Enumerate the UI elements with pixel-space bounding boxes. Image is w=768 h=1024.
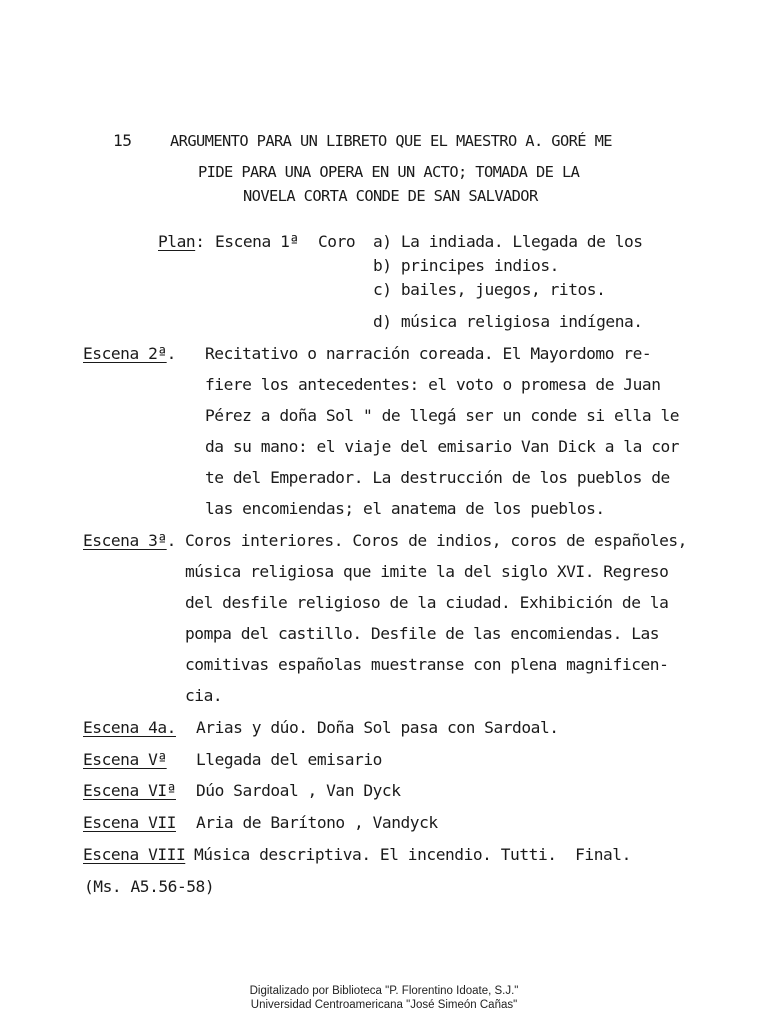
title-line-3: NOVELA CORTA CONDE DE SAN SALVADOR xyxy=(243,187,538,205)
plan-item: a) La indiada. Llegada de los xyxy=(373,232,643,251)
scene-label-punct: . xyxy=(166,531,176,550)
scene-label: Escena 4a. xyxy=(83,718,176,737)
manuscript-reference: (Ms. A5.56-58) xyxy=(84,877,215,896)
scene-text-line: Arias y dúo. Doña Sol pasa con Sardoal. xyxy=(196,718,559,737)
scene-text-line: comitivas españolas muestranse con plena magnificen- xyxy=(185,655,669,674)
scene-text-line: Llegada del emisario xyxy=(196,750,382,769)
scene-text-line: pompa del castillo. Desfile de las encomiendas. Las xyxy=(185,624,660,643)
scene-text-line: música religiosa que imite la del siglo XVI. Regreso xyxy=(185,562,669,581)
plan-coro: Coro xyxy=(318,232,356,251)
plan-item: b) principes indios. xyxy=(373,256,559,275)
scene-text-line: Música descriptiva. El incendio. Tutti. Final. xyxy=(194,845,631,864)
plan-colon: : xyxy=(195,232,205,251)
scene-text-line: las encomiendas; el anatema de los pueblos. xyxy=(205,499,605,518)
scene-label xyxy=(83,531,176,551)
scene-text-line: Pérez a doña Sol " de llegá ser un conde si ella le xyxy=(205,406,680,425)
title-line-2: PIDE PARA UNA OPERA EN UN ACTO; TOMADA DE LA xyxy=(198,163,580,181)
plan-header xyxy=(158,232,204,252)
scene-label: Escena VII xyxy=(83,813,176,832)
scene-text-line: cia. xyxy=(185,686,223,705)
scene-label-text: Escena 3ª xyxy=(83,531,167,550)
scene-label: Escena Vª xyxy=(83,750,167,769)
scene-text-line: Recitativo o narración coreada. El Mayordomo re- xyxy=(205,344,652,363)
plan-escena: Escena 1ª xyxy=(215,232,299,251)
scene-label: Escena VIII xyxy=(83,845,186,864)
scene-text-line: Coros interiores. Coros de indios, coros de españoles, xyxy=(185,531,687,550)
plan-label: Plan xyxy=(158,232,196,251)
scene-text-line: da su mano: el viaje del emisario Van Dick a la cor xyxy=(205,437,680,456)
footer-line-2: Universidad Centroamericana "José Simeón Cañas" xyxy=(250,999,518,1011)
plan-item: d) música religiosa indígena. xyxy=(373,312,643,331)
plan-item: c) bailes, juegos, ritos. xyxy=(373,280,606,299)
scene-text-line: fiere los antecedentes: el voto o promesa de Juan xyxy=(205,375,661,394)
document-number: 15 xyxy=(113,131,132,150)
scene-label-text: Escena 2ª xyxy=(83,344,167,363)
scene-label xyxy=(83,344,176,364)
scene-text-line: Dúo Sardoal , Van Dyck xyxy=(196,781,401,800)
scene-text-line: te del Emperador. La destrucción de los pueblos de xyxy=(205,468,670,487)
scene-label: Escena VIª xyxy=(83,781,176,800)
title-line-1: ARGUMENTO PARA UN LIBRETO QUE EL MAESTRO A. GORÉ ME xyxy=(170,132,612,150)
scene-text-line: Aria de Barítono , Vandyck xyxy=(196,813,438,832)
footer-line-1: Digitalizado por Biblioteca "P. Florentino Idoate, S.J." xyxy=(249,985,519,997)
scene-text-line: del desfile religioso de la ciudad. Exhibición de la xyxy=(185,593,669,612)
scene-label-punct: . xyxy=(166,344,176,363)
